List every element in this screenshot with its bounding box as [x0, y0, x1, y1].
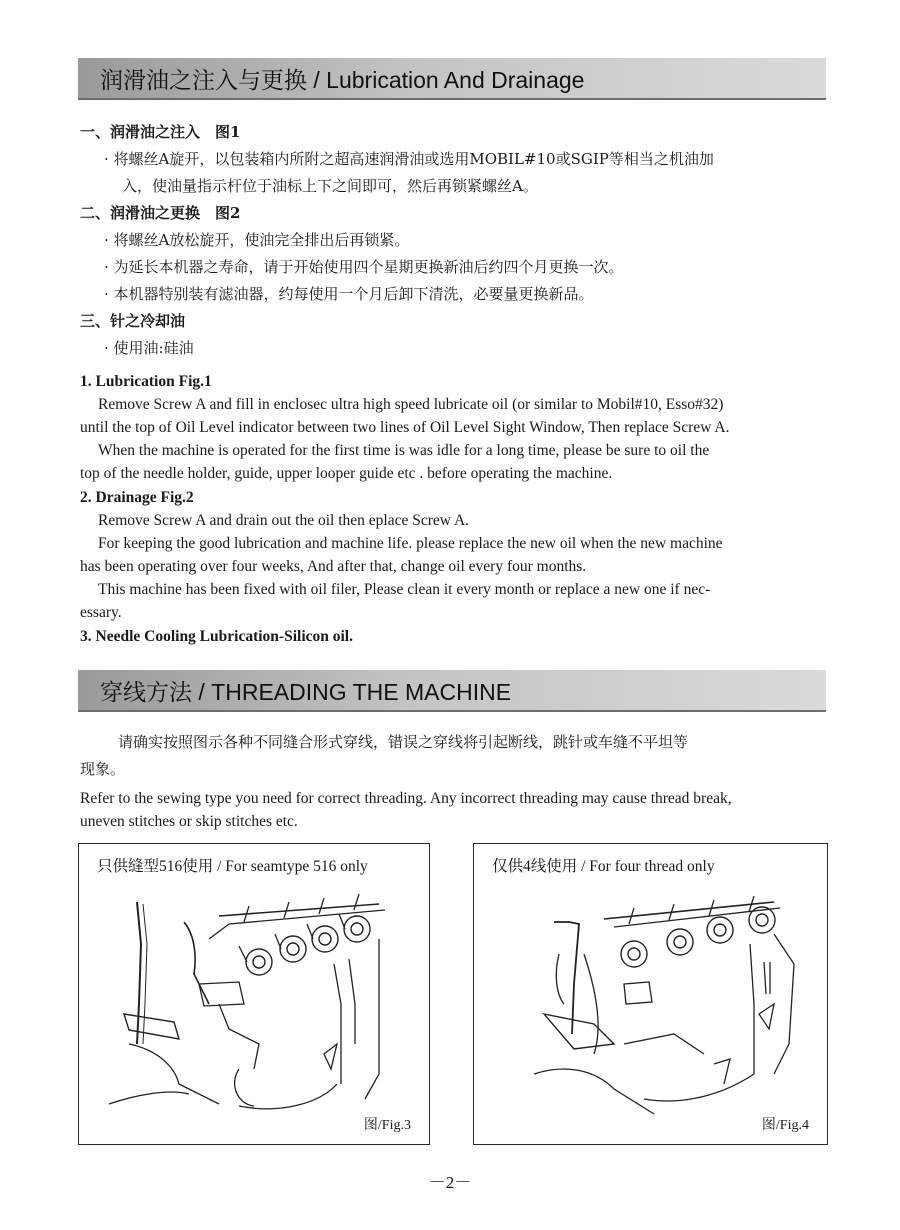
- figure-label-fig3: 图/Fig.3: [363, 1118, 411, 1133]
- en-para-first-operation-1: When the machine is operated for the first time is was idle for a long time, please be sure to oil the: [98, 442, 710, 459]
- zh-bullet-change-1: · 将螺丝A放松旋开，使油完全排出后再锁紧。: [104, 231, 410, 249]
- figure-title-fig3: 只供缝型516使用 / For seamtype 516 only: [97, 858, 368, 875]
- zh-bullet-cooling-oil: · 使用油:硅油: [104, 339, 194, 357]
- zh-bullet-change-3: · 本机器特别装有滤油器，约每使用一个月后卸下清洗，必要量更换新品。: [104, 285, 594, 303]
- section-banner-threading: [78, 670, 826, 712]
- en-para-oil-filter-1: This machine has been fixed with oil filer, Please clean it every month or replace a new one if nec-: [98, 581, 711, 598]
- en-heading-lubrication: 1. Lubrication Fig.1: [80, 373, 212, 390]
- zh-bullet-change-2: · 为延长本机器之寿命，请于开始使用四个星期更换新油后约四个月更换一次。: [104, 258, 624, 276]
- section-title-threading: 穿线方法 / THREADING THE MACHINE: [100, 678, 512, 705]
- en-para-drainage-1: Remove Screw A and drain out the oil then eplace Screw A.: [98, 512, 470, 529]
- section-title-lubrication: 润滑油之注入与更换 / Lubrication And Drainage: [100, 66, 585, 93]
- en-heading-needle-cooling: 3. Needle Cooling Lubrication-Silicon oil.: [80, 628, 353, 645]
- figure-panel-fig4: [473, 843, 828, 1145]
- zh-bullet-fill-2: 入，使油量指示杆位于油标上下之间即可，然后再锁紧螺丝A。: [122, 177, 538, 195]
- en-para-lubrication-2: until the top of Oil Level indicator between two lines of Oil Level Sight Window, Then replace Screw A.: [80, 419, 730, 436]
- zh-threading-instruction-2: 现象。: [80, 760, 126, 778]
- threading-diagram-fig3: [79, 844, 431, 1146]
- page-number: －2－: [428, 1173, 472, 1192]
- zh-bullet-fill-1: · 将螺丝A旋开，以包装箱内所附之超高速润滑油或选用MOBIL#10或SGIP等相当之机油加: [104, 150, 714, 168]
- en-para-drainage-2: For keeping the good lubrication and machine life. please replace the new oil when the new machine: [98, 535, 723, 552]
- en-para-drainage-3: has been operating over four weeks, And after that, change oil every four months.: [80, 558, 587, 575]
- en-para-oil-filter-2: essary.: [80, 604, 122, 621]
- figure-panel-fig3: [78, 843, 430, 1145]
- zh-heading-lubrication-fill: 一、润滑油之注入 图1: [80, 123, 241, 141]
- zh-heading-lubrication-change: 二、润滑油之更换 图2: [80, 204, 241, 222]
- en-threading-instruction-1: Refer to the sewing type you need for correct threading. Any incorrect threading may cause thread break,: [80, 790, 732, 807]
- en-threading-instruction-2: uneven stitches or skip stitches etc.: [80, 813, 298, 830]
- section-banner-lubrication: [78, 58, 826, 100]
- zh-threading-instruction-1: 请确实按照图示各种不同缝合形式穿线，错误之穿线将引起断线，跳针或车缝不平坦等: [118, 733, 689, 751]
- threading-diagram-fig4: [474, 844, 829, 1146]
- en-para-lubrication-1: Remove Screw A and fill in enclosec ultra high speed lubricate oil (or similar to Mobil#10, Esso#32): [98, 396, 724, 413]
- en-para-first-operation-2: top of the needle holder, guide, upper looper guide etc . before operating the machine.: [80, 465, 613, 482]
- en-heading-drainage: 2. Drainage Fig.2: [80, 489, 194, 506]
- zh-heading-needle-cooling: 三、针之冷却油: [80, 312, 186, 330]
- figure-label-fig4: 图/Fig.4: [761, 1118, 809, 1133]
- figure-title-fig4: 仅供4线使用 / For four thread only: [492, 858, 715, 875]
